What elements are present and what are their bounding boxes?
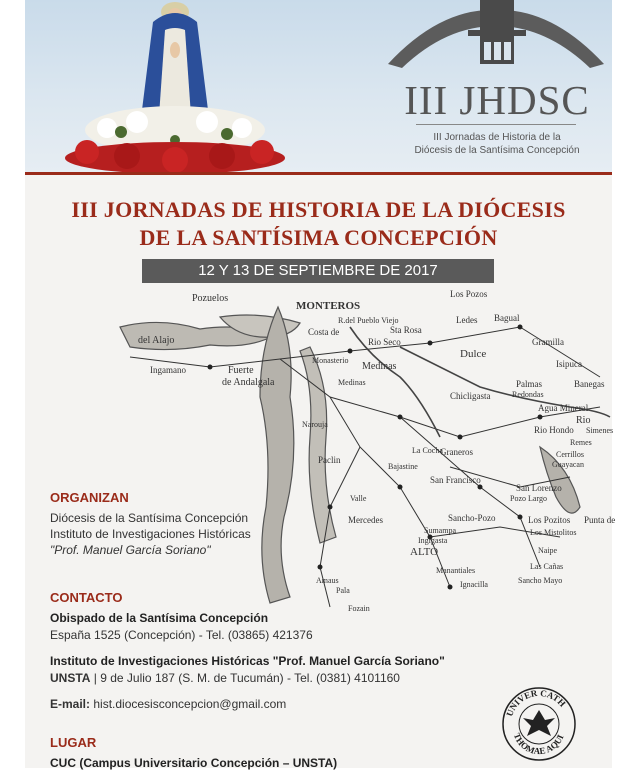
organizer-diocese: Diócesis de la Santísima Concepción (50, 511, 249, 525)
map-label: Pozuelos (192, 293, 229, 304)
map-label: Paclin (318, 455, 341, 465)
contacto-heading: CONTACTO (50, 590, 123, 605)
virgin-statue-photo (57, 0, 287, 172)
map-label: Remes (570, 438, 592, 447)
map-label: Amaus (316, 576, 339, 585)
map-label: Palmas (516, 379, 542, 389)
logo-subtitle-line1: III Jornadas de Historia de la (433, 132, 561, 143)
map-label: Cerrillos (556, 450, 584, 459)
map-label: Pozo Largo (510, 494, 547, 503)
logo-divider (416, 124, 576, 125)
map-label: San Francisco (430, 475, 481, 485)
event-date-bar: 12 Y 13 DE SEPTIEMBRE DE 2017 (142, 259, 494, 283)
map-label: Las Cañas (530, 562, 564, 571)
map-label: Ingigasta (418, 536, 448, 545)
jhdsc-logo (380, 0, 612, 172)
contact-institute-address (50, 671, 400, 685)
map-label: Medinas (338, 378, 366, 387)
map-label: Monasterio (312, 356, 349, 365)
organizan-heading: ORGANIZAN (50, 490, 129, 505)
map-label: Chicligasta (450, 391, 491, 401)
map-label: del Alajo (138, 335, 175, 346)
map-label: Fuerte (228, 365, 254, 376)
header-banner (25, 0, 612, 172)
main-title-line2: DE LA SANTÍSIMA CONCEPCIÓN (139, 225, 498, 250)
map-label: Sumampa (424, 526, 456, 535)
map-label: MONTEROS (296, 300, 361, 312)
unsta-label: UNSTA (50, 671, 91, 685)
map-label: de Andalgala (222, 377, 275, 388)
map-label: Punta de (584, 515, 616, 525)
map-label: Dulce (460, 348, 487, 360)
map-label: Medinas (362, 361, 397, 372)
map-label: Sancho Mayo (518, 576, 563, 585)
logo-subtitle-line2: Diócesis de la Santísima Concepción (414, 145, 580, 156)
main-title-line1: III JORNADAS DE HISTORIA DE LA DIÓCESIS (71, 197, 566, 222)
map-label: Manantiales (436, 566, 476, 575)
map-label: R.del Pueblo Viejo (338, 316, 399, 325)
map-label: Guayacan (552, 460, 584, 469)
contact-email-line (50, 697, 286, 711)
map-label: Costa de (308, 327, 340, 337)
map-label: Graneros (440, 447, 473, 457)
email-address[interactable]: hist.diocesisconcepcion@gmail.com (90, 697, 287, 711)
header-divider (25, 172, 612, 175)
map-label: Los Pozitos (528, 515, 571, 525)
map-label: Los Pozos (450, 289, 488, 299)
cathedral-roof-icon (380, 0, 612, 74)
map-label: Simenes (586, 426, 614, 435)
organizer-institute: Instituto de Investigaciones Históricas (50, 527, 251, 541)
map-label: Ignacilla (460, 580, 488, 589)
map-label: Valle (350, 494, 367, 503)
map-label: Gramilla (532, 337, 564, 347)
map-label: Sta Rosa (390, 325, 422, 335)
map-label: Isipuca (556, 359, 582, 369)
seal-text-bottom: THOMAE AQUI (511, 731, 566, 757)
map-label: La Cocha (412, 446, 443, 455)
map-label: Bajastine (388, 462, 418, 471)
venue-name: CUC (Campus Universitario Concepción – UNSTA) (50, 756, 338, 770)
map-label: Narouja (302, 420, 328, 429)
map-label: Agua Mineral (538, 403, 589, 413)
contact-institute: Instituto de Investigaciones Históricas "Prof. Manuel García Soriano" (50, 654, 445, 668)
contact-obispado: Obispado de la Santísima Concepción (50, 611, 269, 625)
email-label: E-mail: (50, 697, 91, 711)
map-label: Los Mistolitos (530, 528, 577, 537)
lugar-heading: LUGAR (50, 735, 97, 750)
map-label: Rio (576, 415, 591, 426)
map-label: Redondas (512, 390, 544, 399)
map-label: Bagual (494, 313, 520, 323)
map-label: Ingamano (150, 365, 186, 375)
institute-address-text: | 9 de Julio 187 (S. M. de Tucumán) - Tel. (0381) 4101160 (90, 671, 400, 685)
map-label: Pala (336, 586, 350, 595)
seal-text-top: UNIVER CATH (504, 687, 568, 718)
contact-obispado-address: España 1525 (Concepción) - Tel. (03865) 421376 (50, 628, 313, 642)
map-label: Ledes (456, 315, 478, 325)
map-label: San Lorenzo (516, 483, 562, 493)
svg-text:UNIVER CATH (504, 688, 567, 718)
map-label: Naipe (538, 546, 558, 555)
map-label: Rio Seco (368, 337, 401, 347)
map-label: Rio Hondo (534, 425, 574, 435)
map-label: ALTO (410, 546, 439, 558)
map-label: Banegas (574, 379, 605, 389)
poster (25, 0, 616, 770)
historical-map (100, 287, 616, 617)
map-label: Sancho-Pozo (448, 513, 496, 523)
logo-abbreviation: III JHDSC (404, 77, 590, 123)
university-seal-icon (499, 684, 579, 764)
map-label: Fozain (348, 604, 370, 613)
organizer-institute-name: "Prof. Manuel García Soriano" (50, 543, 211, 557)
map-label: Mercedes (348, 515, 383, 525)
